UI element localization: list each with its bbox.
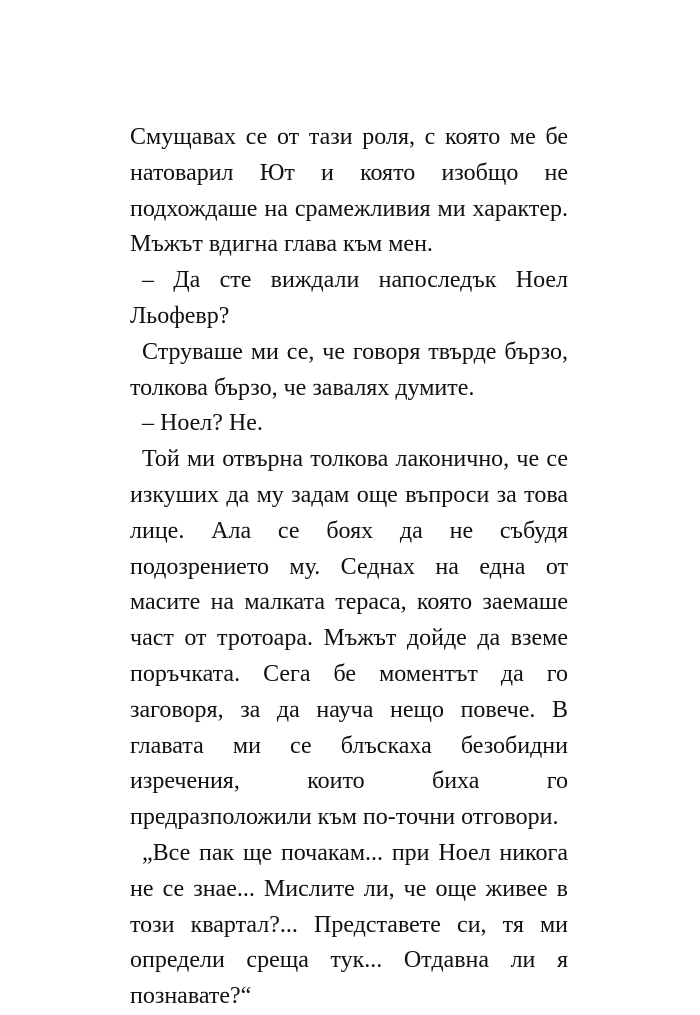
paragraph-5: Той ми отвърна толкова лаконично, че се изкуших да му задам още въпроси за това лице. Ала се боях да не събудя подозрението му. Седнах на една от масите на малката тераса, която заемаше част от тротоара. Мъжът дойде да вземе поръчката. Сега бе моментът да го заговоря, за да науча нещо повече. В главата ми се блъскаха безобидни изречения, които биха го предразположили към по-точни отговори. [130, 446, 568, 831]
paragraph-6-quote: „Все пак ще почакам... при Ноел никога не се знае... Мислите ли, че още живее в този квартал?... Представете си, тя ми определи среща тук... Отдавна ли я познавате?“ [130, 839, 568, 1010]
book-page [130, 120, 568, 1015]
paragraph-1: Смущавах се от тази роля, с която ме бе натоварил Ют и която изобщо не подхождаше на срамежливия ми характер. Мъжът вдигна глава към мен. [130, 124, 568, 258]
paragraph-2-dialogue: – Да сте виждали напоследък Ноел Льофевр? [130, 267, 568, 329]
paragraph-4-dialogue: – Ноел? Не. [142, 410, 263, 437]
paragraph-3: Струваше ми се, че говоря твърде бързо, толкова бързо, че завалях думите. [130, 338, 568, 401]
